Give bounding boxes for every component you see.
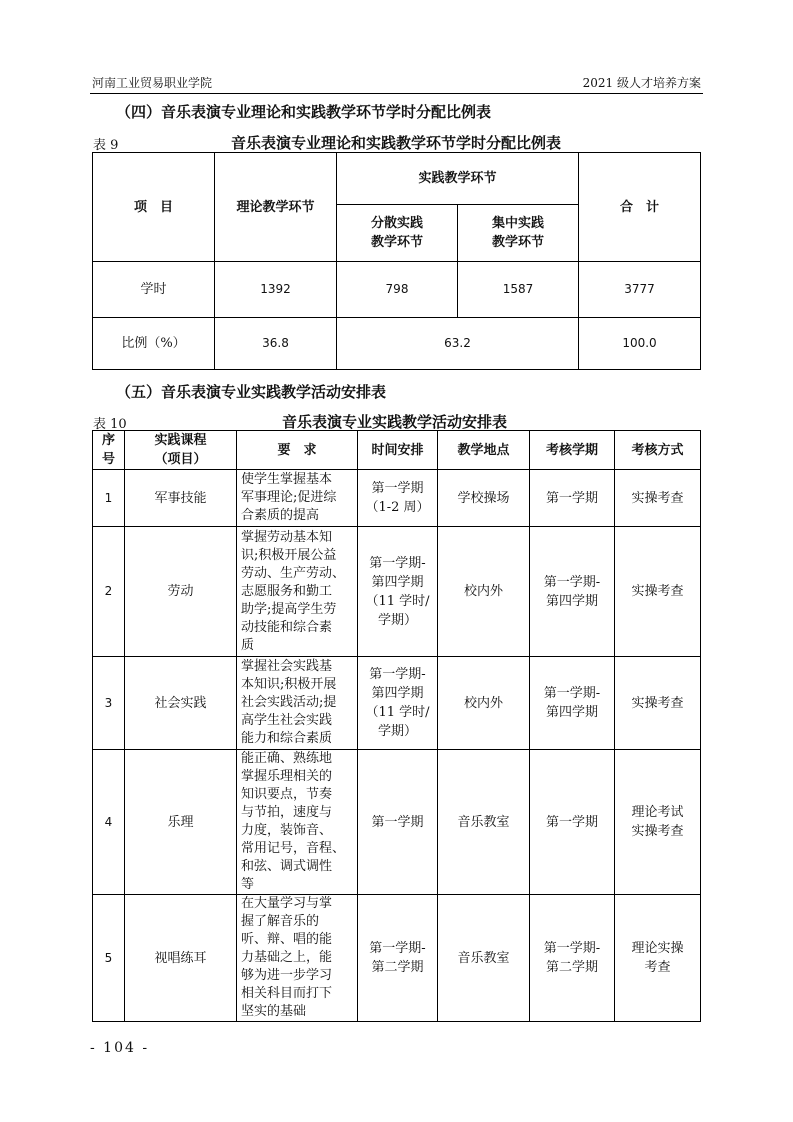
header-dispersed-practice [337, 205, 458, 262]
schedule-line: （1-2 周） [365, 500, 430, 515]
schedule [358, 895, 438, 1022]
header-no-line2: 号 [101, 452, 115, 467]
schedule-line: 第一学期 [371, 814, 424, 830]
course-name: 乐理 [125, 750, 237, 895]
schedule-line: 第一学期- [369, 941, 426, 956]
header-item: 项 目 [93, 153, 215, 262]
schedule [358, 750, 438, 895]
requirement-line: 能正确、熟练地 [241, 751, 333, 766]
requirement-line: 合素质的提高 [241, 508, 320, 523]
table-row [93, 750, 701, 895]
requirement-line: 知识要点，节奏 [241, 787, 333, 802]
requirement-line: 坚实的基础 [241, 1004, 307, 1019]
table-row [93, 470, 701, 527]
schedule-line: 学期） [377, 724, 417, 739]
header-course [125, 431, 237, 470]
requirement-line: 在大量学习与掌 [241, 896, 333, 911]
requirement-line: 听、辩、唱的能 [241, 932, 333, 947]
requirement-line: 够为进一步学习 [241, 968, 333, 983]
assessment-term-line: 第一学期 [545, 490, 598, 506]
table-10-practice-schedule [92, 430, 701, 1022]
header-concentrated-line2: 教学环节 [492, 235, 545, 250]
course-name: 社会实践 [125, 657, 237, 750]
location: 校内外 [438, 657, 530, 750]
assessment-method-line: 实操考查 [631, 490, 684, 506]
schedule-line: （11 学时/ [365, 593, 430, 609]
assessment-method-line: 考查 [644, 960, 671, 975]
location: 音乐教室 [438, 750, 530, 895]
header-requirement: 要 求 [237, 431, 358, 470]
header-schedule: 时间安排 [358, 431, 438, 470]
schedule-line: （11 学时/ [365, 705, 430, 720]
assessment-method [615, 657, 701, 750]
location: 校内外 [438, 527, 530, 657]
header-total: 合 计 [579, 153, 701, 262]
table-9-title: 音乐表演专业理论和实践教学环节学时分配比例表 [231, 134, 562, 152]
table-10-title: 音乐表演专业实践教学活动安排表 [282, 413, 508, 431]
header-dispersed-line2: 教学环节 [370, 235, 423, 250]
header-concentrated-line1: 集中实践 [492, 216, 545, 231]
assessment-term [530, 895, 615, 1022]
assessment-method [615, 527, 701, 657]
table-9-hours-ratio [92, 152, 701, 370]
requirement-line: 掌握劳动基本知 [241, 529, 333, 545]
requirement-line: 质 [241, 637, 255, 653]
header-dispersed-line1: 分散实践 [370, 216, 423, 231]
requirement [237, 657, 358, 750]
row-hours-total: 3777 [579, 262, 701, 318]
requirement-line: 掌握社会实践基 [241, 659, 333, 674]
assessment-term [530, 470, 615, 527]
row-hours-label: 学时 [93, 262, 215, 318]
assessment-method-line: 实操考查 [631, 584, 684, 599]
header-course-line1: 实践课程 [154, 433, 207, 448]
schedule-line: 第一学期- [369, 555, 426, 571]
header-assessment-method: 考核方式 [615, 431, 701, 470]
location: 音乐教室 [438, 895, 530, 1022]
assessment-method-line: 实操考查 [631, 824, 684, 839]
course-name: 军事技能 [125, 470, 237, 527]
assessment-term-line: 第一学期- [543, 941, 601, 956]
row-number: 3 [93, 657, 125, 750]
assessment-term-line: 第一学期 [545, 814, 598, 830]
header-no-line1: 序 [101, 433, 115, 448]
header-divider [90, 93, 703, 94]
header-no [93, 431, 125, 470]
requirement-line: 使学生掌握基本 [241, 472, 333, 487]
header-assessment-term: 考核学期 [530, 431, 615, 470]
assessment-method-line: 实操考查 [631, 695, 684, 711]
location: 学校操场 [438, 470, 530, 527]
row-ratio-label: 比例（%） [93, 318, 215, 370]
schedule-line: 学期） [377, 612, 417, 628]
requirement-line: 和弦、调式调性 [241, 859, 333, 874]
requirement-line: 相关科目而打下 [241, 986, 333, 1001]
table-row [93, 657, 701, 750]
schedule [358, 470, 438, 527]
table-10-label: 表 10 [93, 417, 127, 432]
header-concentrated-practice [458, 205, 579, 262]
course-name: 视唱练耳 [125, 895, 237, 1022]
assessment-term-line: 第一学期- [543, 686, 601, 701]
assessment-term [530, 657, 615, 750]
assessment-term-line: 第四学期 [545, 705, 598, 720]
schedule-line: 第二学期 [371, 960, 424, 975]
schedule-line: 第四学期 [371, 686, 424, 701]
assessment-method [615, 750, 701, 895]
requirement [237, 470, 358, 527]
assessment-term [530, 527, 615, 657]
requirement-line: 劳动、生产劳动、 [241, 565, 346, 581]
course-name: 劳动 [125, 527, 237, 657]
assessment-term-line: 第四学期 [545, 593, 598, 609]
requirement-line: 常用记号，音程、 [241, 841, 346, 856]
requirement-line: 识;积极开展公益 [241, 547, 337, 563]
row-ratio-total: 100.0 [579, 318, 701, 370]
row-hours-concentrated: 1587 [458, 262, 579, 318]
assessment-term-line: 第一学期- [543, 574, 601, 590]
row-ratio-theory: 36.8 [215, 318, 337, 370]
schedule [358, 657, 438, 750]
requirement-line: 高学生社会实践 [241, 713, 333, 728]
page-number: - 104 - [90, 1040, 150, 1056]
section-5-heading: （五）音乐表演专业实践教学活动安排表 [116, 383, 387, 401]
requirement-line: 助学;提高学生劳 [241, 601, 337, 617]
requirement-line: 军事理论;促进综 [241, 490, 337, 505]
requirement-line: 掌握乐理相关的 [241, 769, 333, 784]
requirement-line: 力度，装饰音、 [241, 823, 333, 838]
schedule-line: 第一学期 [371, 481, 424, 496]
assessment-method-line: 理论考试 [631, 805, 684, 820]
requirement-line: 等 [241, 877, 255, 892]
assessment-method-line: 理论实操 [631, 941, 684, 956]
row-number: 1 [93, 470, 125, 527]
assessment-method [615, 470, 701, 527]
assessment-term [530, 750, 615, 895]
schedule-line: 第一学期- [369, 667, 426, 682]
requirement-line: 握了解音乐的 [241, 914, 320, 929]
requirement-line: 志愿服务和勤工 [241, 583, 333, 599]
requirement-line: 力基础之上，能 [241, 950, 333, 965]
header-location: 教学地点 [438, 431, 530, 470]
table-row [93, 895, 701, 1022]
header-practice: 实践教学环节 [337, 153, 579, 205]
table-row [93, 527, 701, 657]
assessment-method [615, 895, 701, 1022]
requirement [237, 750, 358, 895]
header-school-name: 河南工业贸易职业学院 [92, 76, 213, 90]
requirement [237, 527, 358, 657]
schedule [358, 527, 438, 657]
row-number: 2 [93, 527, 125, 657]
section-4-heading: （四）音乐表演专业理论和实践教学环节学时分配比例表 [116, 103, 492, 121]
header-program-title: 2021 级人才培养方案 [582, 76, 701, 90]
requirement [237, 895, 358, 1022]
row-hours-dispersed: 798 [337, 262, 458, 318]
requirement-line: 与节拍，速度与 [241, 805, 333, 820]
requirement-line: 动技能和综合素 [241, 619, 333, 635]
requirement-line: 社会实践活动;提 [241, 695, 337, 710]
table-9-label: 表 9 [93, 138, 119, 153]
header-theory: 理论教学环节 [215, 153, 337, 262]
assessment-term-line: 第二学期 [545, 960, 598, 975]
header-course-line2: （项目） [154, 452, 207, 467]
row-ratio-practice: 63.2 [337, 318, 579, 370]
requirement-line: 本知识;积极开展 [241, 677, 337, 692]
row-number: 5 [93, 895, 125, 1022]
row-hours-theory: 1392 [215, 262, 337, 318]
schedule-line: 第四学期 [371, 574, 424, 590]
row-number: 4 [93, 750, 125, 895]
requirement-line: 能力和综合素质 [241, 731, 333, 746]
